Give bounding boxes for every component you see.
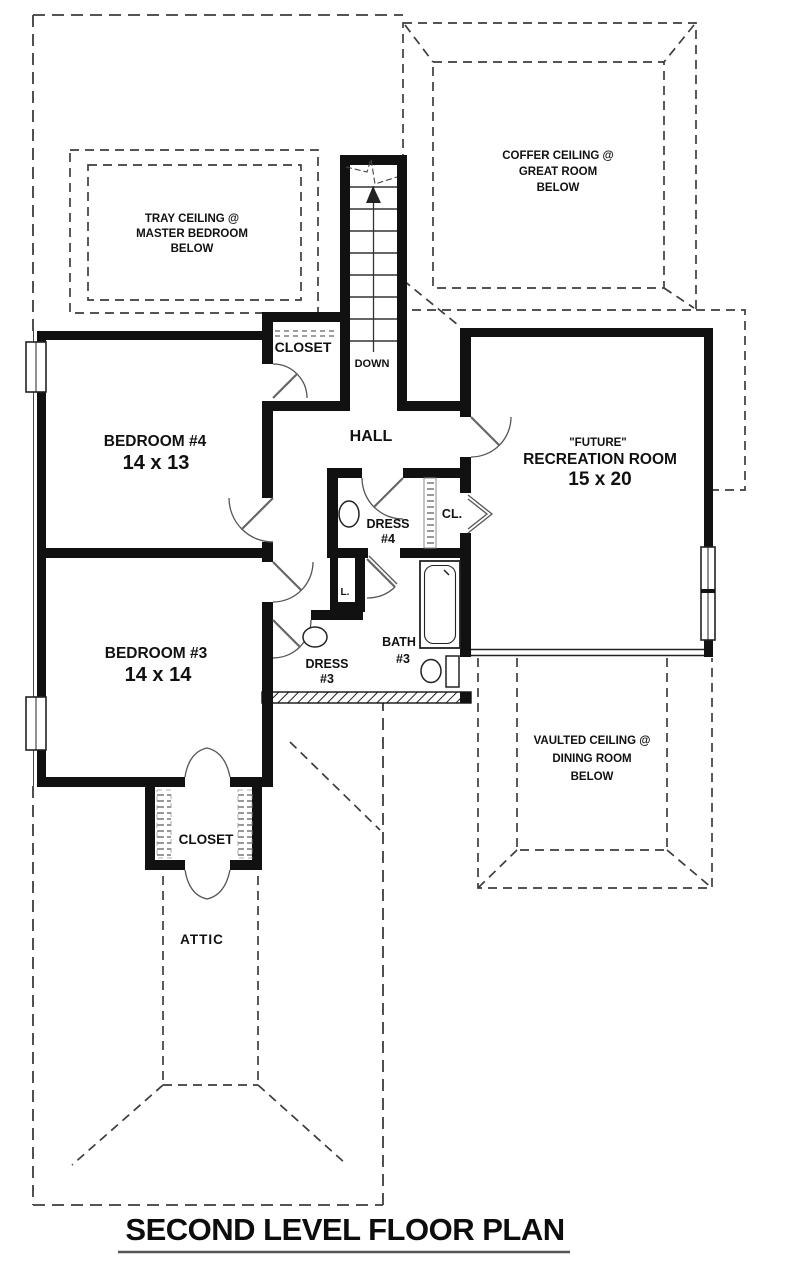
upper-closet-label: CLOSET	[274, 339, 332, 355]
bedroom4-window	[26, 342, 46, 392]
coffer-ceiling-label-2: GREAT ROOM	[518, 166, 598, 178]
dress3-label-2: #3	[320, 672, 334, 686]
cl-label: CL.	[441, 507, 463, 521]
vaulted-ceiling-label-2: DINING ROOM	[552, 753, 632, 765]
dress4-sink	[339, 501, 359, 527]
closet-shelf-right	[238, 790, 252, 858]
vaulted-ceiling-label-1: VAULTED CEILING @	[533, 735, 651, 747]
bedroom3-name: BEDROOM #3	[104, 645, 208, 662]
dress4-label-2: #4	[381, 532, 395, 546]
bath3-label-2: #3	[396, 652, 410, 666]
vaulted-ceiling-label-3: BELOW	[570, 771, 614, 783]
bedroom4-name: BEDROOM #4	[103, 433, 207, 450]
tray-ceiling-label-3: BELOW	[170, 243, 214, 255]
hall-label: HALL	[349, 428, 393, 445]
closet-shelf-left	[157, 790, 171, 858]
plan-title-block	[118, 1212, 570, 1252]
tray-ceiling-label-1: TRAY CEILING @	[144, 213, 240, 225]
coffer-ceiling-label-1: COFFER CEILING @	[502, 150, 614, 162]
dress3-sink	[303, 627, 327, 647]
bath3-label-1: BATH	[382, 635, 416, 649]
attic-label: ATTIC	[180, 932, 224, 947]
bedroom3-dims: 14 x 14	[124, 664, 192, 686]
lower-closet-label: CLOSET	[178, 832, 234, 847]
hatched-wall	[262, 692, 471, 703]
bedroom4-dims: 14 x 13	[122, 452, 190, 474]
bathtub	[420, 561, 460, 648]
linen-label: L.	[340, 587, 350, 598]
plan-title: SECOND LEVEL FLOOR PLAN	[125, 1212, 565, 1247]
bedroom3-window	[26, 697, 46, 750]
tray-ceiling-label-2: MASTER BEDROOM	[136, 228, 248, 240]
recreation-label-name: RECREATION ROOM	[523, 451, 677, 468]
cl-divider	[424, 478, 436, 548]
recreation-label-dims: 15 x 20	[568, 469, 632, 490]
stairs-down-label: DOWN	[354, 358, 390, 370]
dress3-label-1: DRESS	[305, 657, 349, 671]
recreation-label-future: "FUTURE"	[569, 437, 627, 449]
dress4-label-1: DRESS	[366, 517, 410, 531]
coffer-ceiling-label-3: BELOW	[536, 182, 580, 194]
recreation-room-window	[701, 547, 715, 640]
